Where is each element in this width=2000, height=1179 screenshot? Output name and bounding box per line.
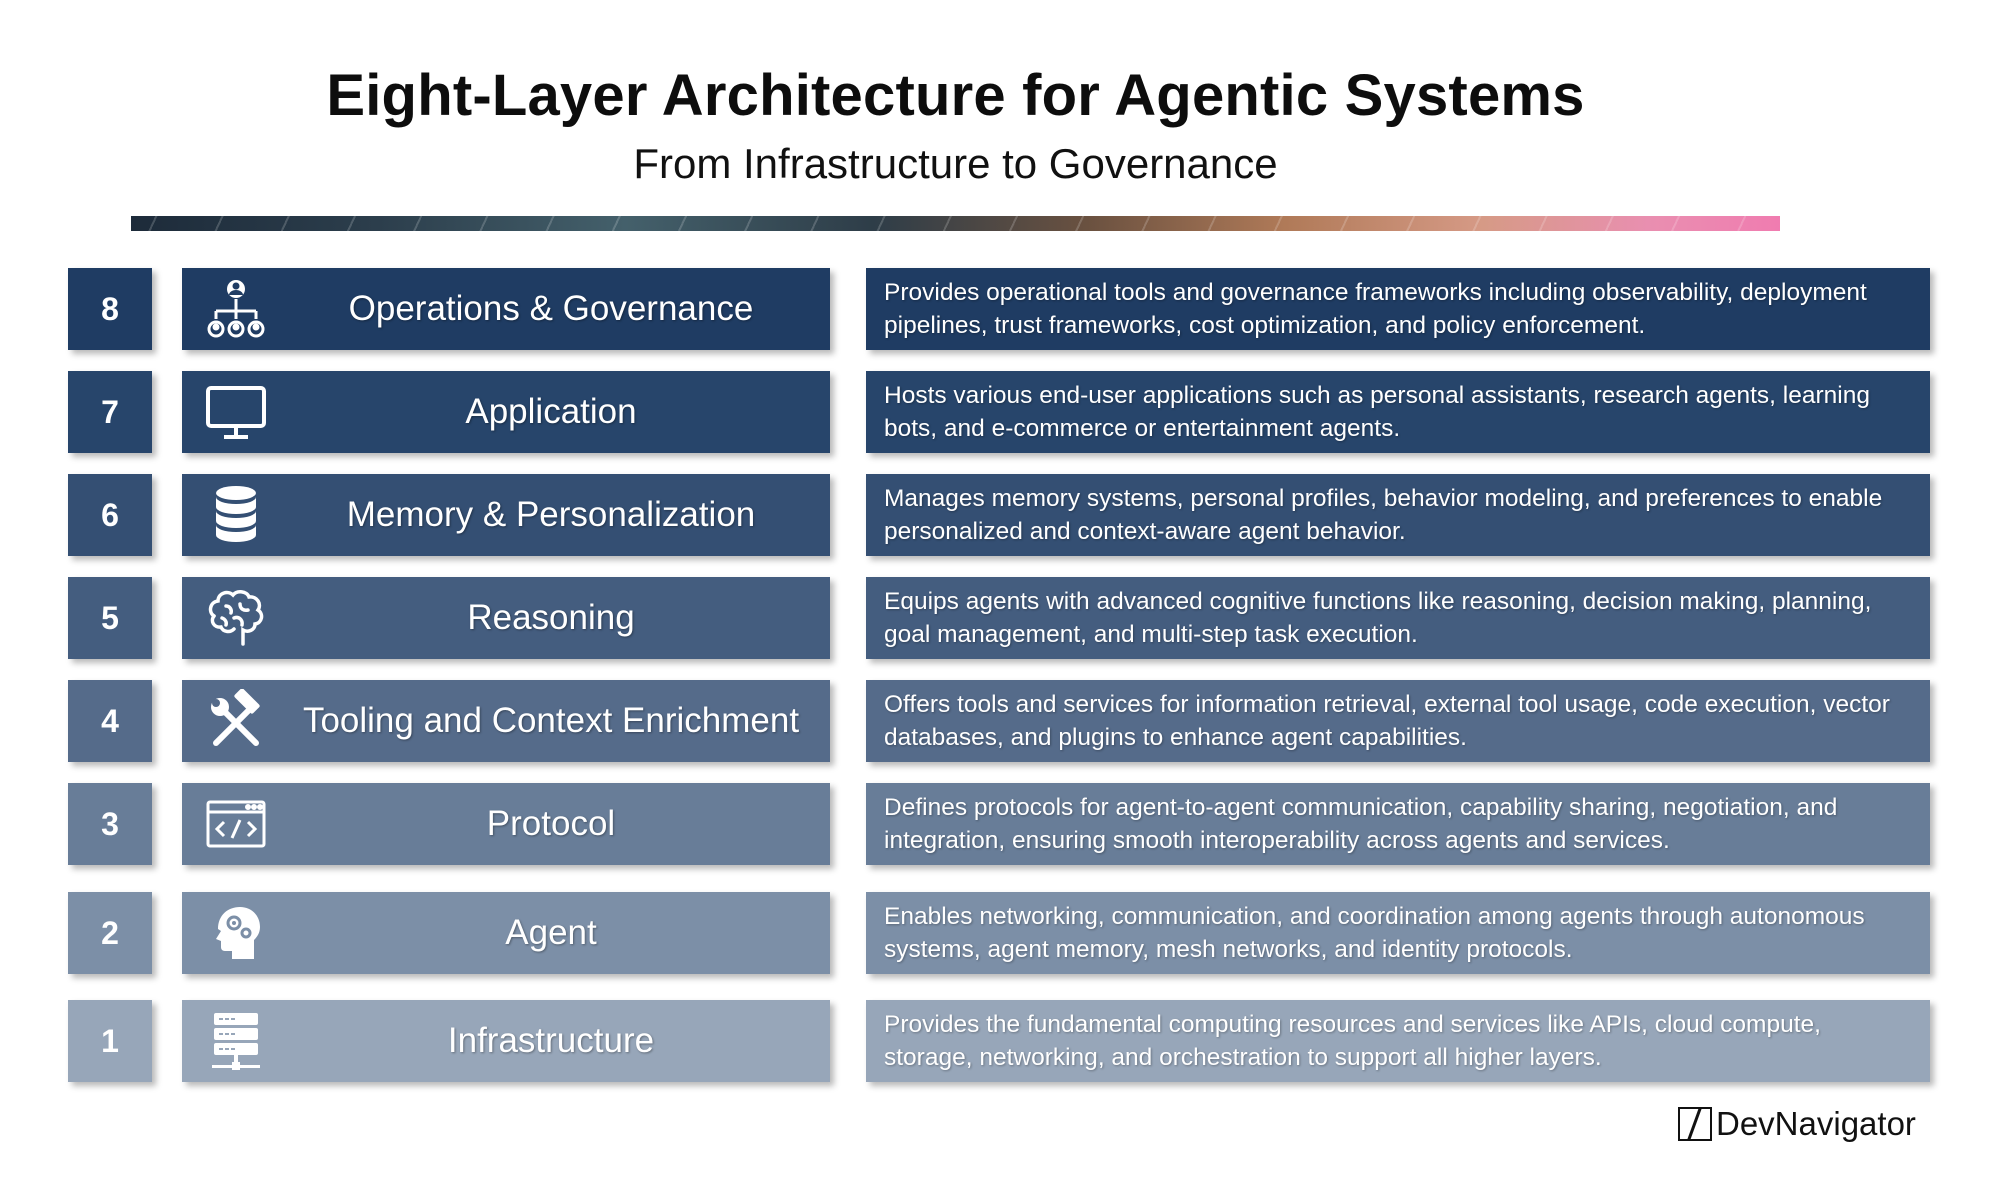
- layer-name-box: [182, 783, 830, 865]
- layer-number: 2: [68, 892, 152, 974]
- layer-name: Infrastructure: [447, 1021, 655, 1060]
- brain-icon: [204, 586, 268, 650]
- brand-name: DevNavigator: [1716, 1105, 1916, 1142]
- layer-name-box: [182, 268, 830, 350]
- monitor-icon: [204, 380, 268, 444]
- layer-name: Operations & Governance: [348, 289, 754, 328]
- org-hierarchy-icon: [204, 277, 268, 341]
- brand-logo: [1678, 1104, 1916, 1144]
- layer-row-3: [0, 783, 2000, 865]
- layer-name-box: [182, 371, 830, 453]
- layer-row-7: [0, 371, 2000, 453]
- layer-number: 5: [68, 577, 152, 659]
- layer-name: Protocol: [486, 804, 616, 843]
- layer-name: Application: [465, 392, 637, 431]
- slash-box-icon: [1678, 1107, 1712, 1141]
- layer-description: Equips agents with advanced cognitive functions like reasoning, decision making, planning, goal management, and multi-step task execution.: [866, 577, 1930, 659]
- layer-number: 1: [68, 1000, 152, 1082]
- server-rack-icon: [204, 1009, 268, 1073]
- decorative-banner: [131, 216, 1780, 231]
- hammer-wrench-icon: [204, 689, 268, 753]
- database-icon: [204, 483, 268, 547]
- layer-number: 3: [68, 783, 152, 865]
- layer-name: Tooling and Context Enrichment: [302, 701, 800, 740]
- layer-name-box: [182, 577, 830, 659]
- layer-description: Enables networking, communication, and coordination among agents through autonomous systems, agent memory, mesh networks, and identity protocols.: [866, 892, 1930, 974]
- layer-name: Agent: [505, 913, 597, 952]
- layer-number: 6: [68, 474, 152, 556]
- layer-row-6: [0, 474, 2000, 556]
- layer-row-2: [0, 892, 2000, 974]
- layer-name: Reasoning: [467, 598, 635, 637]
- layer-row-8: [0, 268, 2000, 350]
- layer-row-4: [0, 680, 2000, 762]
- layer-description: Hosts various end-user applications such as personal assistants, research agents, learning bots, and e-commerce or entertainment agents.: [866, 371, 1930, 453]
- layer-row-5: [0, 577, 2000, 659]
- layer-name: Memory & Personalization: [346, 495, 756, 534]
- layer-description: Provides operational tools and governance frameworks including observability, deployment pipelines, trust frameworks, cost optimization, and policy enforcement.: [866, 268, 1930, 350]
- layer-number: 8: [68, 268, 152, 350]
- layer-description: Offers tools and services for information retrieval, external tool usage, code execution, vector databases, and plugins to enhance agent capabilities.: [866, 680, 1930, 762]
- page-subtitle: From Infrastructure to Governance: [633, 140, 1278, 187]
- layer-description: Provides the fundamental computing resources and services like APIs, cloud compute, storage, networking, and orchestration to support all higher layers.: [866, 1000, 1930, 1082]
- head-gears-icon: [204, 901, 268, 965]
- layer-description: Defines protocols for agent-to-agent communication, capability sharing, negotiation, and integration, ensuring smooth interoperability across agents and services.: [866, 783, 1930, 865]
- layer-description: Manages memory systems, personal profiles, behavior modeling, and preferences to enable personalized and context-aware agent behavior.: [866, 474, 1930, 556]
- page-title: Eight-Layer Architecture for Agentic Systems: [326, 63, 1585, 128]
- code-window-icon: [204, 792, 268, 856]
- layer-number: 7: [68, 371, 152, 453]
- layer-name-box: [182, 892, 830, 974]
- layer-name-box: [182, 1000, 830, 1082]
- layer-number: 4: [68, 680, 152, 762]
- layer-name-box: [182, 474, 830, 556]
- layer-name-box: [182, 680, 830, 762]
- layer-row-1: [0, 1000, 2000, 1082]
